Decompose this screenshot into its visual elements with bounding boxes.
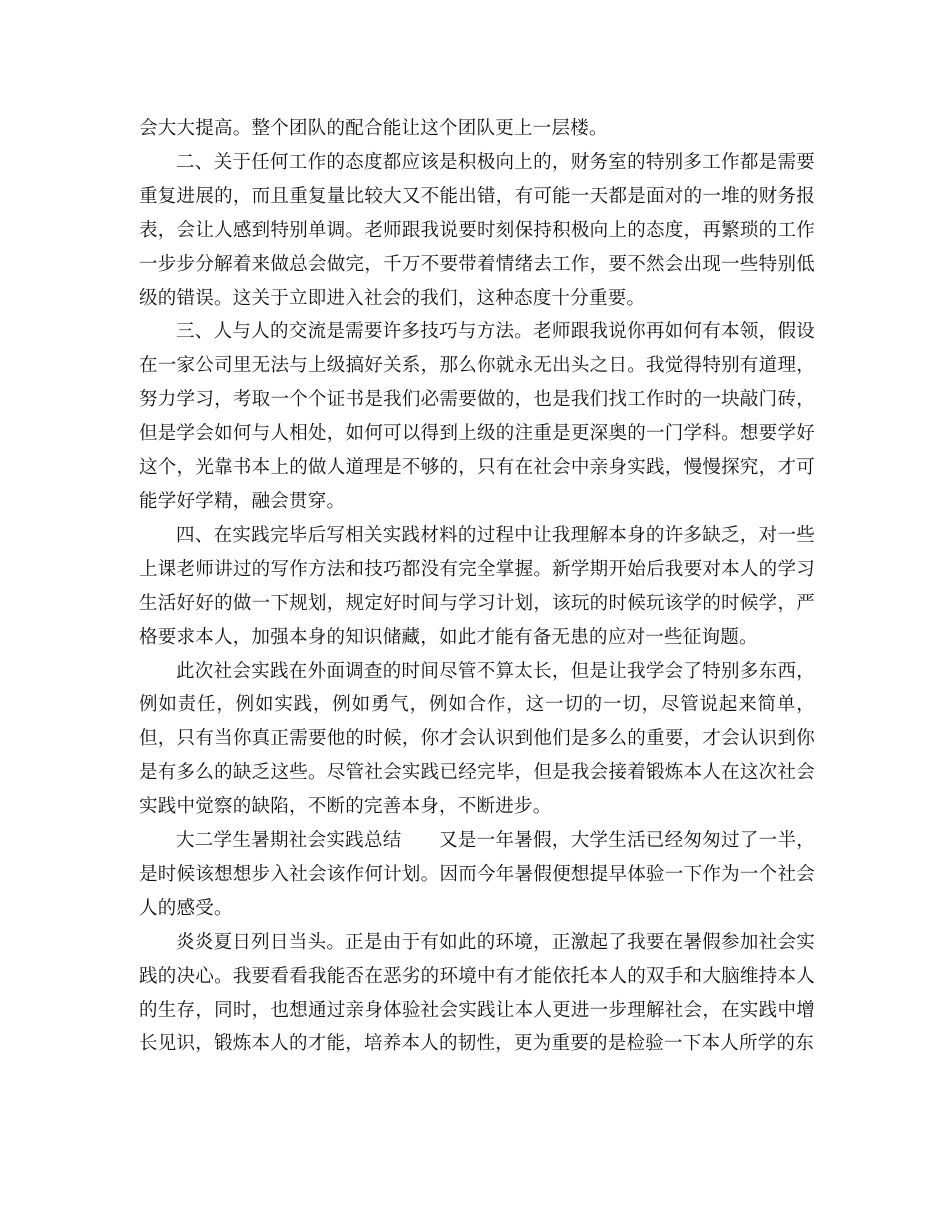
paragraph-attitude: 二、关于任何工作的态度都应该是积极向上的，财务室的特别多工作都是需要重复进展的，而且重复量比较大又不能出错，有可能一天都是面对的一堆的财务报表，会让人感到特别单调。老师跟我说要时刻保持积极向上的态度，再繁琐的工作一步步分解着来做总会做完，千万不要带着情绪去工作，要不然会出现一些特别低级的错误。这关于立即进入社会的我们，这种态度十分重要。 (139, 151, 815, 309)
document-body (139, 112, 815, 1061)
paragraph-communication: 三、人与人的交流是需要许多技巧与方法。老师跟我说你再如何有本领，假设在一家公司里无法与上级搞好关系，那么你就永无出头之日。我觉得特别有道理，努力学习，考取一个个证书是我们必需要做的，也是我们找工作时的一块敲门砖，但是学会如何与人相处，如何可以得到上级的注重是更深奥的一门学科。想要学好这个，光靠书本上的做人道理是不够的，只有在社会中亲身实践，慢慢探究，才可能学好学精，融会贯穿。 (139, 321, 815, 512)
paragraph-summer: 炎炎夏日列日当头。正是由于有如此的环境，正激起了我要在暑假参加社会实践的决心。我要看看我能否在恶劣的环境中有才能依托本人的双手和大脑维持本人的生存，同时，也想通过亲身体验社会实践让本人更进一步理解社会，在实践中增长见识，锻炼本人的才能，培养本人的韧性，更为重要的是检验一下本人所学的东 (139, 931, 815, 1055)
paragraph-summary: 此次社会实践在外面调查的时间尽管不算太长，但是让我学会了特别多东西，例如责任，例如实践，例如勇气，例如合作，这一切的一切，尽管说起来简单，但，只有当你真正需要他的时候，你才会认识到他们是多么的重要，才会认识到你是有多么的缺乏这些。尽管社会实践已经完毕，但是我会接着锻炼本人在这次社会实践中觉察的缺陷，不断的完善本身，不断进步。 (139, 660, 815, 818)
paragraph-continuation: 会大大提高。整个团队的配合能让这个团队更上一层楼。 (139, 118, 608, 139)
paragraph-writing: 四、在实践完毕后写相关实践材料的过程中让我理解本身的许多缺乏，对一些上课老师讲过的写作方法和技巧都没有完全掌握。新学期开始后我要对本人的学习生活好好的做一下规划，规定好时间与学习计划，该玩的时候玩该学的时候学，严格要求本人，加强本身的知识储藏，如此才能有备无患的应对一些征询题。 (139, 524, 815, 648)
paragraph-new-section: 大二学生暑期社会实践总结 又是一年暑假，大学生活已经匆匆过了一半，是时候该想想步入社会该作何计划。因而今年暑假便想提早体验一下作为一个社会人的感受。 (139, 830, 815, 919)
